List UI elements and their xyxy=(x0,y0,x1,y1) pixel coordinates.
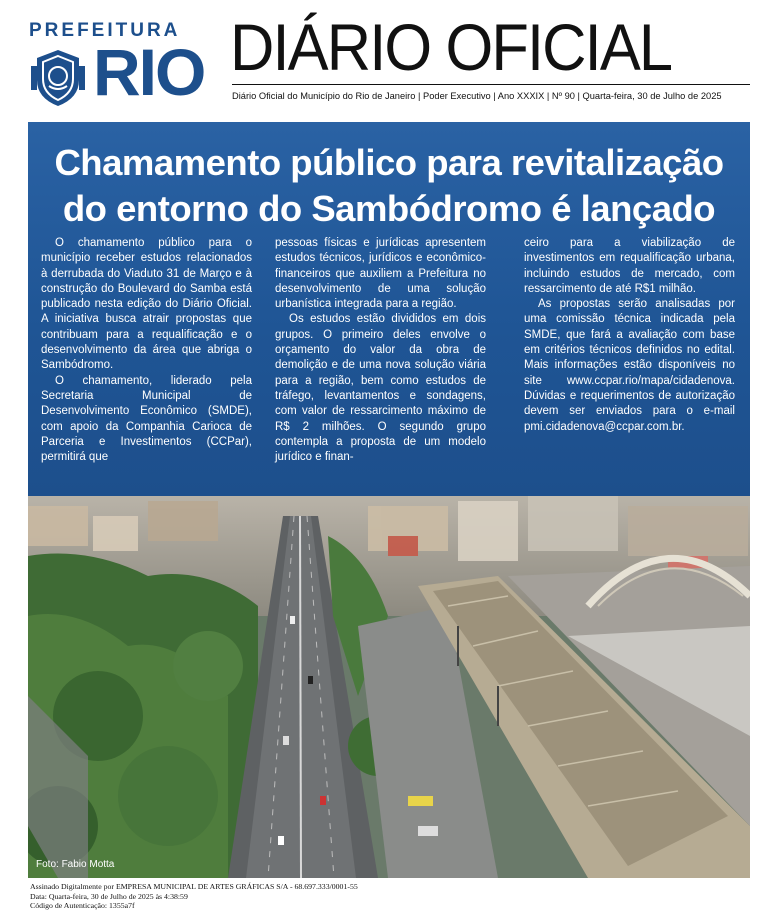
signature-date: Data: Quarta-feira, 30 de Julho de 2025 às 4:38:59 xyxy=(30,891,188,901)
article-panel xyxy=(28,122,750,496)
headline-line-2: do entorno do Sambódromo é lançado xyxy=(62,188,716,229)
paragraph: Os estudos estão divididos em dois grupos. O primeiro deles envolve o orçamento do valor da obra de demolição e de uma nova solução viária para a região, bem como estudos de tráfego, levantamentos e sondagens, com valor de ressarcimento máximo de R$ 2 milhões. O segundo grupo contempla a proposta de um modelo jurídico e finan- xyxy=(275,313,486,464)
article-headline xyxy=(28,140,750,232)
paragraph: O chamamento público para o município receber estudos relacionados à derrubada do Viaduto 31 de Março e à construção do Boulevard do Samba está publicado nesta edição do Diário Oficial. A iniciativa busca atrair propostas que contribuam para a requalificação e o desenvolvimento da área que abriga o Sambódromo. xyxy=(41,237,252,372)
article-column-1 xyxy=(41,236,252,465)
logo-brand-main: RIO xyxy=(93,35,205,109)
paragraph: O chamamento, liderado pela Secretaria Municipal de Desenvolvimento Econômico (SMDE), com apoio da Companhia Carioca de Parceria e Investimentos (CCPar), permitirá que xyxy=(41,374,252,464)
edition-info: Diário Oficial do Município do Rio de Janeiro | Poder Executivo | Ano XXXIX | Nº 90 | Quarta-feira, 30 de Julho de 2025 xyxy=(232,91,722,101)
digital-signature-footer xyxy=(30,882,358,911)
newspaper-title: DIÁRIO OFICIAL xyxy=(230,10,672,84)
aerial-photo-illustration xyxy=(28,496,750,878)
paragraph: ceiro para a viabilização de investimentos em requalificação urbana, incluindo estudos de mercado, com ressarcimento de até R$1 milhão. xyxy=(524,237,735,295)
article-column-3 xyxy=(524,236,735,435)
photo-credit: Foto: Fabio Motta xyxy=(36,859,115,870)
authentication-code: Código de Autenticação: 1355a7f xyxy=(30,901,135,911)
signature-line: Assinado Digitalmente por EMPRESA MUNICIPAL DE ARTES GRÁFICAS S/A - 68.697.333/0001-55 xyxy=(30,882,358,891)
masthead xyxy=(0,0,780,120)
logo-brand-top: PREFEITURA xyxy=(29,20,181,41)
article-column-2 xyxy=(275,236,486,465)
paragraph: As propostas serão analisadas por uma comissão técnica indicada pela SMDE, que fará a avaliação com base em critérios técnicos definidos no edital. Mais informações estão disponíveis no site www.ccpar.rio/mapa/cidadenova. Dúvidas e requerimentos de autorização devem ser enviados para o e-mail pmi.cidadenova@ccpar.com.br. xyxy=(524,298,735,433)
masthead-rule xyxy=(232,84,750,85)
headline-line-1: Chamamento público para revitalização xyxy=(54,142,724,183)
paragraph: pessoas físicas e jurídicas apresentem estudos técnicos, jurídicos e econômico-financeiros que auxiliem a Prefeitura no desenvolvimento de uma solução urbanística integrada para a região. xyxy=(275,237,486,311)
aerial-photo-sambodromo xyxy=(28,496,750,878)
prefeitura-rio-logo[interactable] xyxy=(27,18,222,108)
city-seal-icon xyxy=(27,46,89,108)
